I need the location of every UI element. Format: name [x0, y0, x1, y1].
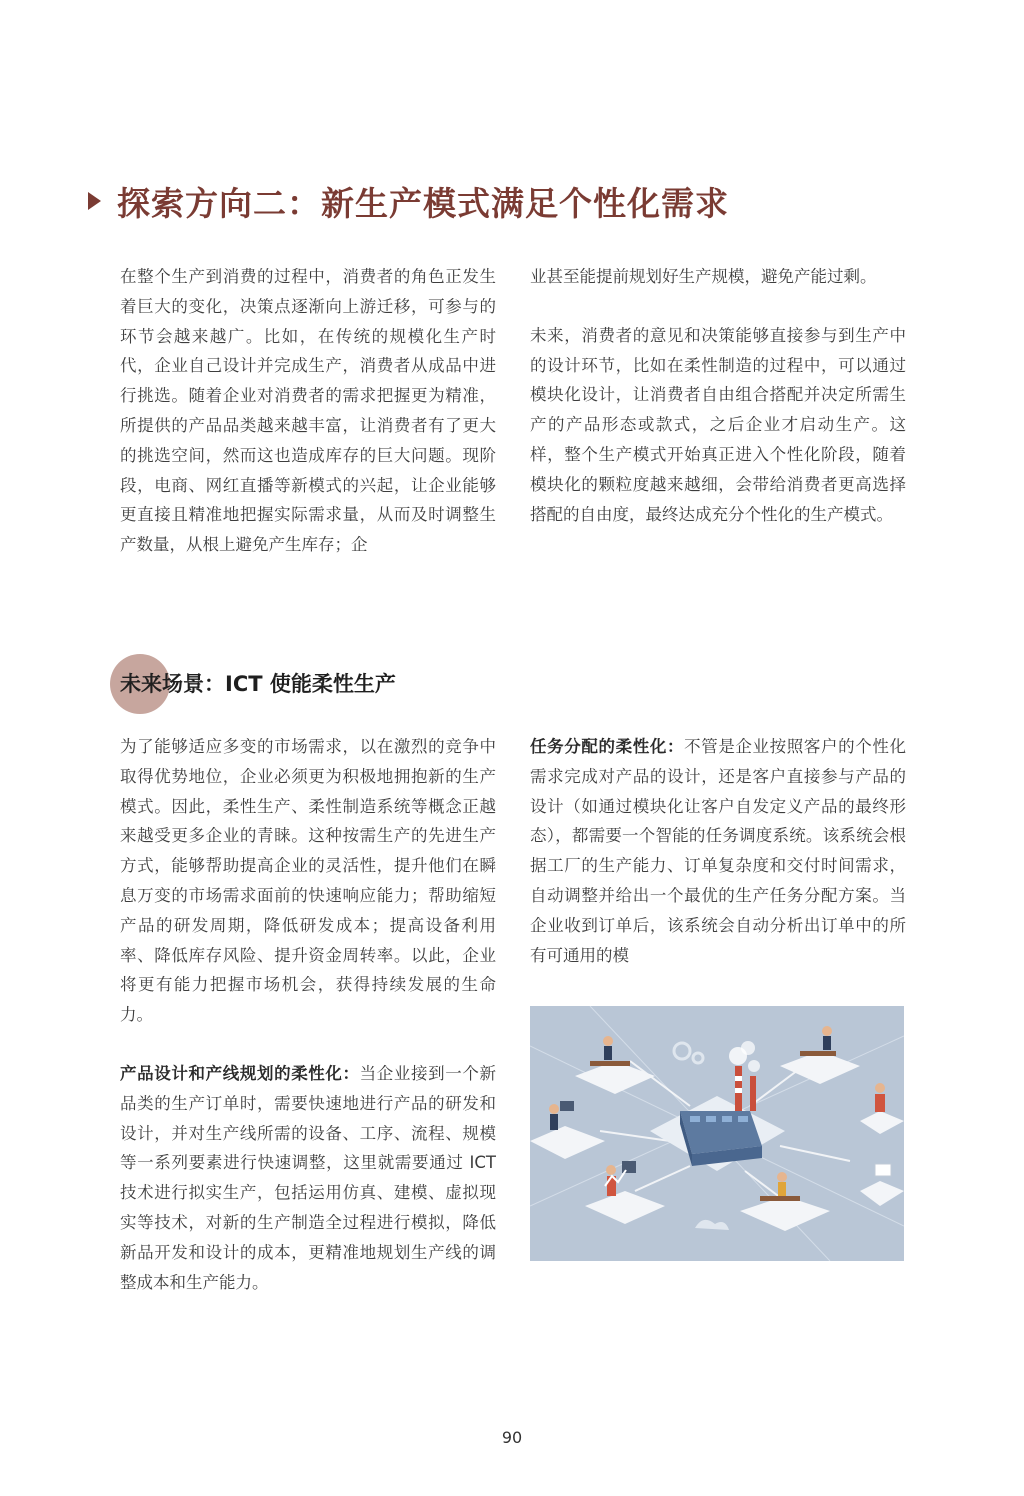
scenario-left-column — [120, 732, 496, 1297]
section-right-text-2: 未来，消费者的意见和决策能够直接参与到生产中的设计环节，比如在柔性制造的过程中，可以通过模块化设计，让消费者自由组合搭配并决定所需生产的产品形态或款式，之后企业才启动生产。这样，整个生产模式开始真正进入个性化阶段，随着模块化的颗粒度越来越细，会带给消费者更高选择搭配的自由度，最终达成充分个性化的生产模式。 — [530, 325, 906, 524]
scenario-right-text-1 — [530, 732, 906, 970]
scenario-left-text-2 — [120, 1059, 496, 1297]
section-right-text-1: 业甚至能提前规划好生产规模，避免产能过剩。 — [530, 267, 877, 286]
section-left-text: 在整个生产到消费的过程中，消费者的角色正发生着巨大的变化，决策点逐渐向上游迁移，可参与的环节会越来越广。比如，在传统的规模化生产时代，企业自己设计并完成生产，消费者从成品中进行挑选。随着企业对消费者的需求把握更为精准，所提供的产品品类越来越丰富，让消费者有了更大的挑选空间，然而这也造成库存的巨大问题。现阶段，电商、网红直播等新模式的兴起，让企业能够更直接且精准地把握实际需求量，从而及时调整生产数量，从根上避免产生库存；企 — [120, 267, 496, 555]
task-flex-label: 任务分配的柔性化： — [530, 737, 685, 756]
scenario-right-column — [530, 732, 906, 970]
design-flex-label: 产品设计和产线规划的柔性化： — [120, 1063, 360, 1083]
task-flex-text: 不管是企业按照客户的个性化需求完成对产品的设计，还是客户直接参与产品的设计（如通过模块化让客户自发定义产品的最终形态），都需要一个智能的任务调度系统。该系统会根据工厂的生产能力、订单复杂度和交付时间需求，自动调整并给出一个最优的生产任务分配方案。当企业收到订单后，该系统会自动分析出订单中的所有可通用的模 — [530, 737, 907, 965]
design-flex-text: 当企业接到一个新品类的生产订单时，需要快速地进行产品的研发和设计，并对生产线所需的设备、工序、流程、规模等一系列要素进行快速调整，这里就需要通过 ICT 技术进行拟实生产，包括运用仿真、建模、虚拟现实等技术，对新的生产制造全过程进行模拟，降低新品开发和设计的成本，更精准地规划生产线的调整成本和生产能力。 — [120, 1063, 497, 1292]
scenario-left-text-1: 为了能够适应多变的市场需求，以在激烈的竞争中取得优势地位，企业必须更为积极地拥抱新的生产模式。因此，柔性生产、柔性制造系统等概念正越来越受更多企业的青睐。这种按需生产的先进生产方式，能够帮助提高企业的灵活性，提升他们在瞬息万变的市场需求面前的快速响应能力；帮助缩短产品的研发周期，降低研发成本；提高设备利用率、降低库存风险、提升资金周转率。以此，企业将更有能力把握市场机会，获得持续发展的生命力。 — [120, 737, 496, 1025]
triangle-bullet-icon — [88, 192, 101, 210]
section-heading — [88, 176, 729, 226]
scenario-heading — [110, 654, 510, 714]
section-title: 探索方向二：新生产模式满足个性化需求 — [117, 183, 729, 223]
page-number: 90 — [501, 1428, 523, 1447]
smart-factory-illustration — [530, 1006, 904, 1261]
section-right-column — [530, 262, 906, 529]
section-left-column — [120, 262, 496, 560]
scenario-title: 未来场景：ICT 使能柔性生产 — [120, 672, 396, 696]
